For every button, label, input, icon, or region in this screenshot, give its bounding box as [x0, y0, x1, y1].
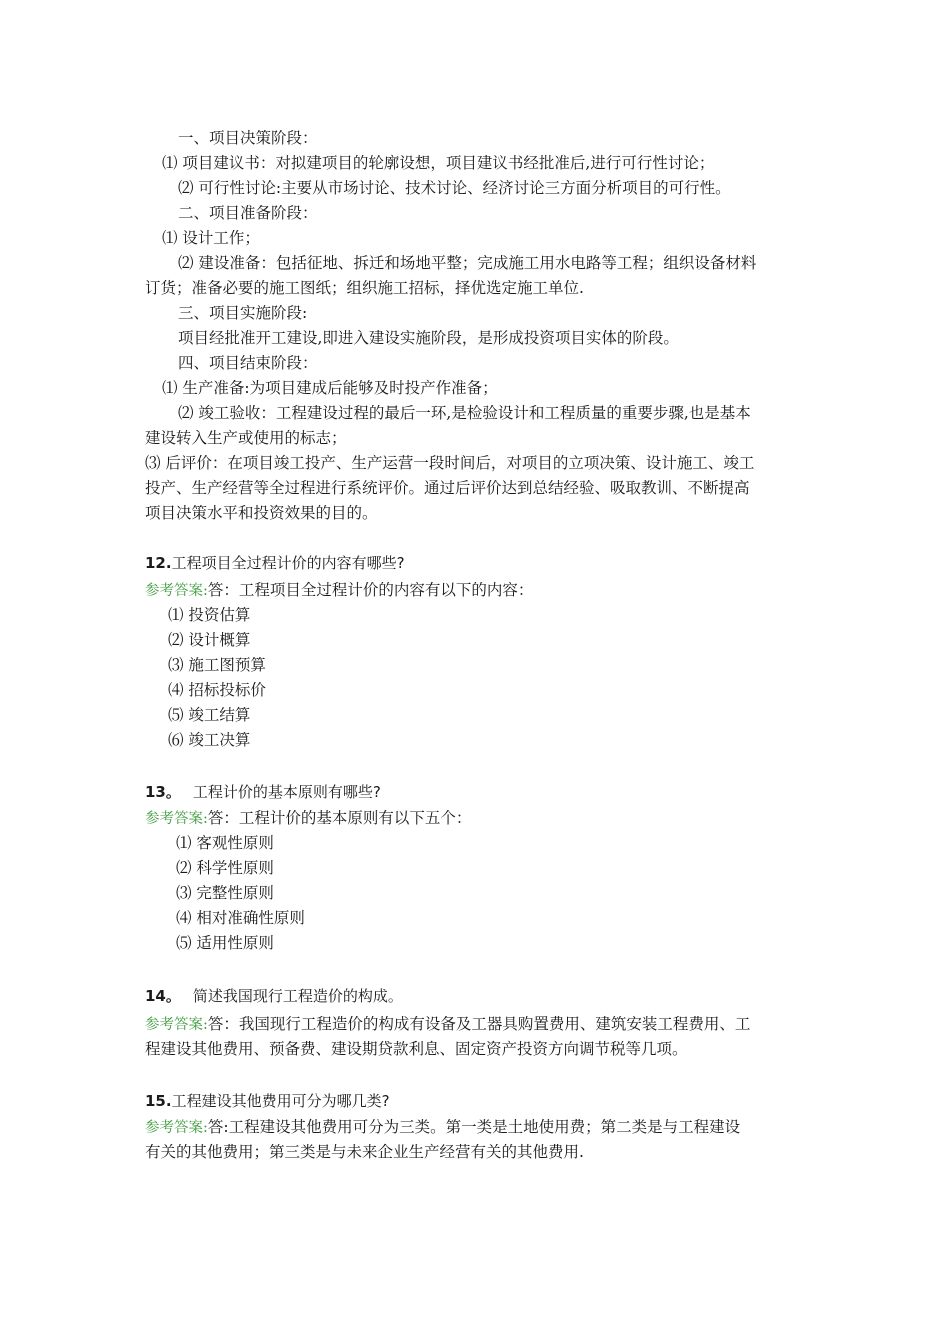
- list-item: ⑷ 相对准确性原则: [176, 909, 305, 927]
- answer-text: 答：我国现行工程造价的构成有设备及工器具购置费用、建筑安装工程费用、工: [207, 1015, 751, 1033]
- stage-line: 建设转入生产或使用的标志；: [145, 429, 347, 447]
- question-number: 13。: [145, 783, 181, 801]
- stage-line: ⑵ 竣工验收：工程建设过程的最后一环,是检验设计和工程质量的重要步骤,也是基本: [178, 404, 751, 422]
- answer-line: [145, 1014, 750, 1035]
- question-number: 12.: [145, 554, 172, 572]
- question-text: 工程建设其他费用可分为哪几类?: [171, 1092, 390, 1110]
- list-item: ⑴ 客观性原则: [176, 834, 274, 852]
- answer-line: [145, 580, 533, 601]
- reference-answer-label: 参考答案:: [145, 1120, 208, 1136]
- question-number: 14。: [145, 987, 181, 1005]
- list-item: ⑶ 完整性原则: [176, 884, 274, 902]
- list-item: ⑴ 投资估算: [168, 606, 251, 624]
- list-item: ⑸ 适用性原则: [176, 934, 274, 952]
- list-item: ⑹ 竣工决算: [168, 731, 251, 749]
- question-number: 15.: [145, 1092, 172, 1110]
- stage-line: ⑶ 后评价：在项目竣工投产、生产运营一段时间后，对项目的立项决策、设计施工、竣工: [145, 454, 755, 472]
- reference-answer-label: 参考答案:: [145, 1017, 208, 1033]
- answer-line: [145, 1117, 740, 1138]
- question-title: [145, 986, 403, 1006]
- question-text: 工程计价的基本原则有哪些?: [192, 783, 381, 801]
- answer-text: 答:工程建设其他费用可分为三类。第一类是土地使用费；第二类是与工程建设: [207, 1118, 741, 1136]
- stage-line: 项目决策水平和投资效果的目的。: [145, 504, 378, 522]
- answer-line: 程建设其他费用、预备费、建设期贷款利息、固定资产投资方向调节税等几项。: [145, 1040, 688, 1058]
- reference-answer-label: 参考答案:: [145, 811, 208, 827]
- list-item: ⑸ 竣工结算: [168, 706, 251, 724]
- reference-answer-label: 参考答案:: [145, 583, 208, 599]
- stage-line: ⑴ 设计工作；: [162, 229, 260, 247]
- stage-line: 订货；准备必要的施工图纸；组织施工招标，择优选定施工单位.: [145, 279, 584, 297]
- stage-heading-completion: 四、项目结束阶段：: [178, 354, 318, 372]
- list-item: ⑶ 施工图预算: [168, 656, 266, 674]
- answer-line: 有关的其他费用；第三类是与未来企业生产经营有关的其他费用.: [145, 1143, 584, 1161]
- question-title: [145, 782, 381, 802]
- stage-heading-decision: 一、项目决策阶段：: [178, 129, 318, 147]
- stage-heading-implementation: 三、项目实施阶段:: [178, 304, 308, 322]
- answer-text: 答：工程计价的基本原则有以下五个：: [207, 809, 472, 827]
- stage-line: ⑴ 项目建议书：对拟建项目的轮廓设想，项目建议书经批准后,进行可行性讨论；: [162, 154, 715, 172]
- question-title: [145, 1091, 390, 1111]
- question-text: 工程项目全过程计价的内容有哪些?: [171, 554, 405, 572]
- stage-line: ⑵ 建设准备：包括征地、拆迁和场地平整；完成施工用水电路等工程；组织设备材料: [178, 254, 757, 272]
- stage-line: 项目经批准开工建设,即进入建设实施阶段，是形成投资项目实体的阶段。: [178, 329, 679, 347]
- stage-line: 投产、生产经营等全过程进行系统评价。通过后评价达到总结经验、吸取教训、不断提高: [145, 479, 750, 497]
- list-item: ⑵ 科学性原则: [176, 859, 274, 877]
- stage-line: ⑵ 可行性讨论:主要从市场讨论、技术讨论、经济讨论三方面分析项目的可行性。: [178, 179, 731, 197]
- list-item: ⑵ 设计概算: [168, 631, 251, 649]
- list-item: ⑷ 招标投标价: [168, 681, 266, 699]
- stage-heading-preparation: 二、项目准备阶段：: [178, 204, 318, 222]
- answer-line: [145, 808, 471, 829]
- answer-text: 答：工程项目全过程计价的内容有以下的内容：: [207, 581, 534, 599]
- question-title: [145, 553, 405, 573]
- question-text: 简述我国现行工程造价的构成。: [192, 987, 403, 1005]
- stage-line: ⑴ 生产准备:为项目建成后能够及时投产作准备；: [162, 379, 498, 397]
